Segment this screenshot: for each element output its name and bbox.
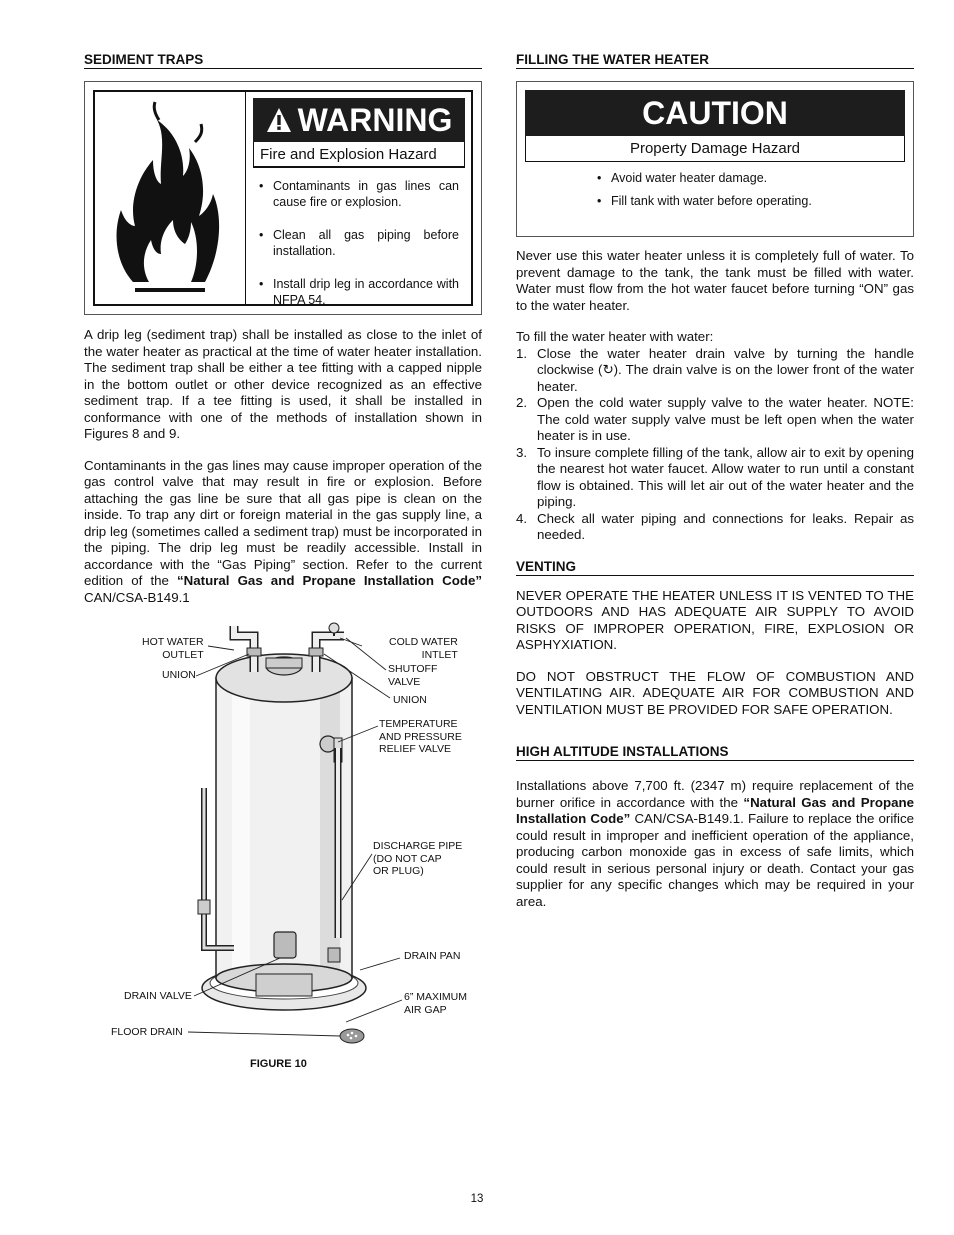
- warning-triangle-icon: [266, 107, 292, 133]
- warning-subtitle: Fire and Explosion Hazard: [253, 142, 465, 167]
- caution-item: • Avoid water heater damage.: [597, 171, 905, 185]
- page-number: 13: [470, 1193, 484, 1205]
- warning-item: • Install drip leg in accordance with NFPA 54.: [253, 276, 465, 308]
- warning-label-box: [84, 81, 482, 315]
- label-discharge-pipe: DISCHARGE PIPE (DO NOT CAP OR PLUG): [373, 840, 463, 877]
- filling-heading: FILLING THE WATER HEATER: [516, 52, 914, 69]
- label-shutoff-valve: SHUTOFF VALVE: [388, 663, 438, 688]
- venting-heading: VENTING: [516, 559, 914, 576]
- high-altitude-paragraph: Installations above 7,700 ft. (2347 m) require replacement of the burner orifice in accordance with the “Natural Gas and Propane Installation Code” CAN/CSA-B149.1. Failure to replace the orifice could result in improper and inefficient operation of the appliance, producing carbon monoxide gas in excess of safe limits, which could result in serious personal injury or death. Contact your gas supplier for any specific changes which may be required in your area.: [516, 778, 914, 909]
- label-union-left: UNION: [162, 669, 196, 681]
- caution-item: • Fill tank with water before operating.: [597, 194, 905, 208]
- venting-paragraph-2: DO NOT OBSTRUCT THE FLOW OF COMBUSTION AND VENTILATING AIR. ADEQUATE AIR FOR COMBUSTION AND VENTILATION MUST BE PROVIDED FOR SAFE OPERATION.: [516, 668, 914, 717]
- figure-10-water-heater-diagram: HOT WATER OUTLET UNION COLD WATER INTLET SHUTOFF VALVE UNION TEMPERATURE AND PRESSURE RELIEF VALVE DISCHARGE PIPE (DO NOT CAP OR PLUG) DRAIN PAN DRAIN VALVE 6” MAXIMUM AIR GAP FLOOR DRAIN FIGURE 10: [84, 618, 482, 1078]
- list-item: 1. Close the water heater drain valve by turning the handle clockwise (↻). The drain valve is on the lower front of the water heater.: [516, 345, 914, 394]
- list-item: 3. To insure complete filling of the tank, allow air to exit by opening the nearest hot water faucet. Allow water to run until a constant flow is obtained. This will let air out of the water heater and the piping.: [516, 444, 914, 509]
- figure-caption: FIGURE 10: [250, 1058, 307, 1070]
- list-item: 4. Check all water piping and connections for leaks. Repair as needed.: [516, 510, 914, 542]
- label-floor-drain: FLOOR DRAIN: [111, 1026, 183, 1038]
- label-drain-pan: DRAIN PAN: [404, 950, 461, 962]
- label-union-right: UNION: [393, 694, 427, 706]
- caution-title: CAUTION: [525, 90, 905, 136]
- label-cold-water-inlet: COLD WATER: [389, 636, 458, 648]
- list-item: 2. Open the cold water supply valve to the water heater. NOTE: The cold water supply valve must be left open when the water heater is in use.: [516, 395, 914, 443]
- venting-paragraph-1: NEVER OPERATE THE HEATER UNLESS IT IS VENTED TO THE OUTDOORS AND HAS ADEQUATE AIR SUPPLY TO AVOID RISKS OF IMPROPER OPERATION, FIRE, EXPLOSION OR ASPHYXIATION.: [516, 587, 914, 652]
- label-drain-valve: DRAIN VALVE: [124, 990, 192, 1002]
- label-hot-water-outlet: HOT WATER: [142, 636, 204, 648]
- caution-label-box: [516, 81, 914, 237]
- left-column: [84, 52, 482, 621]
- sediment-traps-heading: SEDIMENT TRAPS: [84, 52, 482, 69]
- label-air-gap: 6” MAXIMUM AIR GAP: [404, 991, 467, 1016]
- caution-subtitle: Property Damage Hazard: [525, 136, 905, 162]
- warning-item: • Clean all gas piping before installation.: [253, 227, 465, 259]
- label-temperature-pressure-relief-valve: TEMPERATURE AND PRESSURE RELIEF VALVE: [379, 718, 462, 755]
- sediment-paragraph-2: Contaminants in the gas lines may cause improper operation of the gas control valve that may result in fire or explosion. Before attaching the gas line be sure that all gas pipe is clean on the inside. To trap any dirt or foreign material in the gas supply line, a drip leg (sometimes called a sediment trap) must be incorporated in the piping. The drip leg must be readily accessible. Install in accordance with the “Gas Piping” section. Refer to the current edition of the “Natural Gas and Propane Installation Code” CAN/CSA-B149.1: [84, 457, 482, 605]
- filling-steps: [516, 346, 914, 544]
- warning-title: WARNING: [297, 101, 453, 138]
- sediment-paragraph-1: A drip leg (sediment trap) shall be installed as close to the inlet of the water heater as practical at the time of water heater installation. The sediment trap shall be either a tee fitting with a capped nipple in the bottom outlet or other device recognized as an effective sediment trap. If a tee fitting is used, it shall be installed in conformance with one of the methods of installation shown in Figures 8 and 9.: [84, 327, 482, 441]
- flame-icon: [95, 92, 246, 304]
- high-altitude-heading: HIGH ALTITUDE INSTALLATIONS: [516, 744, 914, 761]
- filling-intro: To fill the water heater with water:: [516, 329, 714, 344]
- warning-item: • Contaminants in gas lines can cause fire or explosion.: [253, 178, 465, 210]
- right-column: [516, 52, 914, 925]
- filling-paragraph: Never use this water heater unless it is completely full of water. To prevent damage to the tank, the tank must be filled with water. Water must flow from the hot water faucet before turning “ON” gas to the water heater.: [516, 248, 914, 313]
